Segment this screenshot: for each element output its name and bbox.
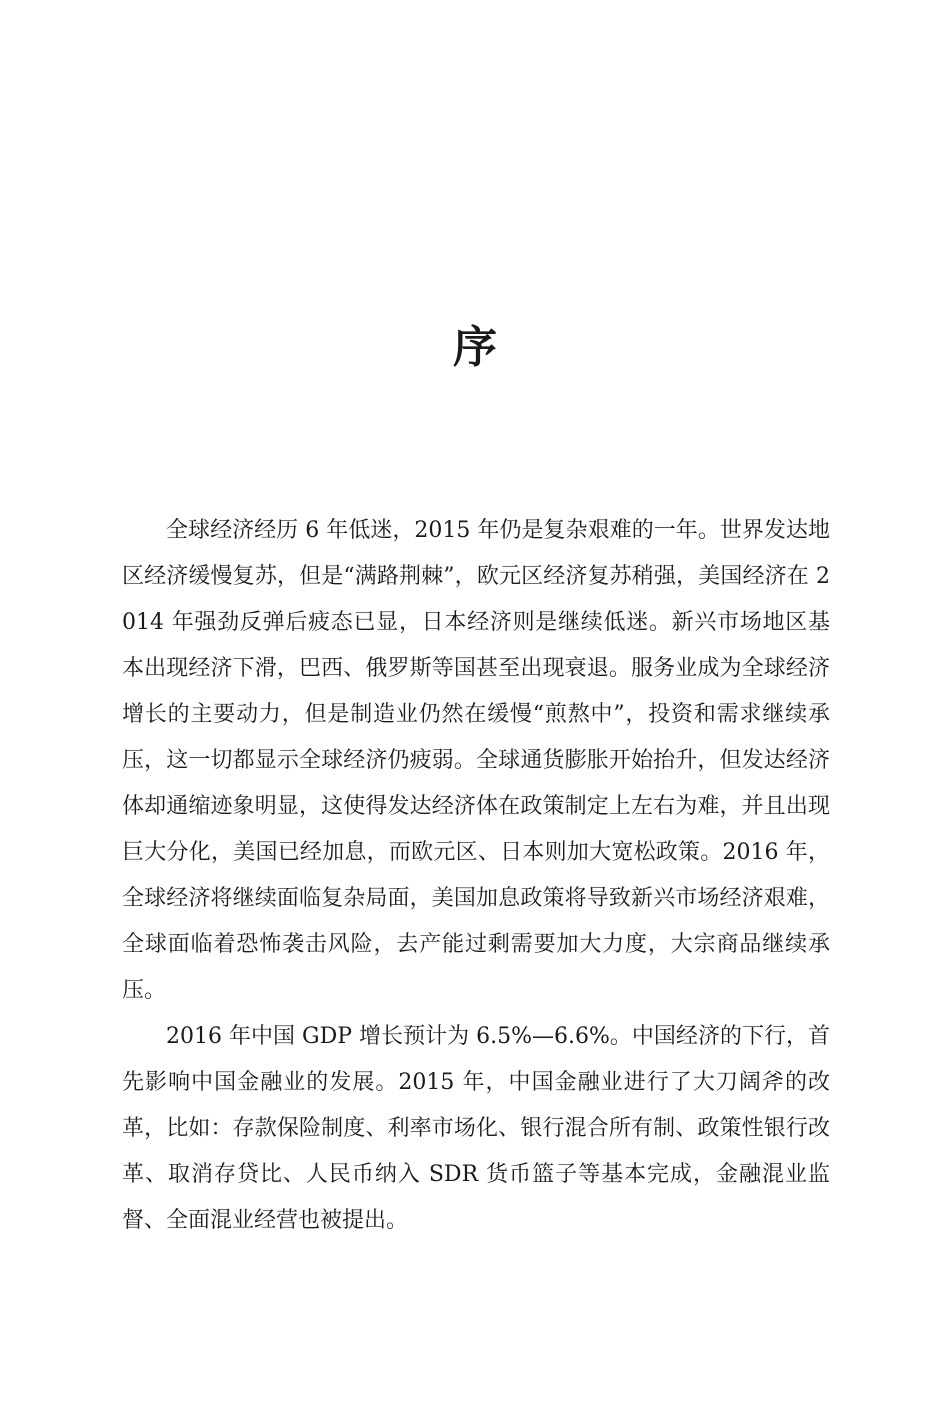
body-text [122, 508, 830, 1244]
paragraph: 2016 年中国 GDP 增长预计为 6.5%—6.6%。中国经济的下行，首先影响中国金融业的发展。2015 年，中国金融业进行了大刀阔斧的改革，比如：存款保险制度、利率市场化、银行混合所有制、政策性银行改革、取消存贷比、人民币纳入 SDR 货币篮子等基本完成，金融混业监督、全面混业经营也被提出。 [122, 1024, 830, 1233]
paragraph: 全球经济经历 6 年低迷，2015 年仍是复杂艰难的一年。世界发达地区经济缓慢复苏，但是“满路荆棘”，欧元区经济复苏稍强，美国经济在 2014 年强劲反弹后疲态已显，日本经济则是继续低迷。新兴市场地区基本出现经济下滑，巴西、俄罗斯等国甚至出现衰退。服务业成为全球经济增长的主要动力，但是制造业仍然在缓慢“煎熬中”，投资和需求继续承压，这一切都显示全球经济仍疲弱。全球通货膨胀开始抬升，但发达经济体却通缩迹象明显，这使得发达经济体在政策制定上左右为难，并且出现巨大分化，美国已经加息，而欧元区、日本则加大宽松政策。2016 年，全球经济将继续面临复杂局面，美国加息政策将导致新兴市场经济艰难，全球面临着恐怖袭击风险，去产能过剩需要加大力度，大宗商品继续承压。 [122, 518, 830, 1003]
page-title: 序 [453, 322, 497, 373]
